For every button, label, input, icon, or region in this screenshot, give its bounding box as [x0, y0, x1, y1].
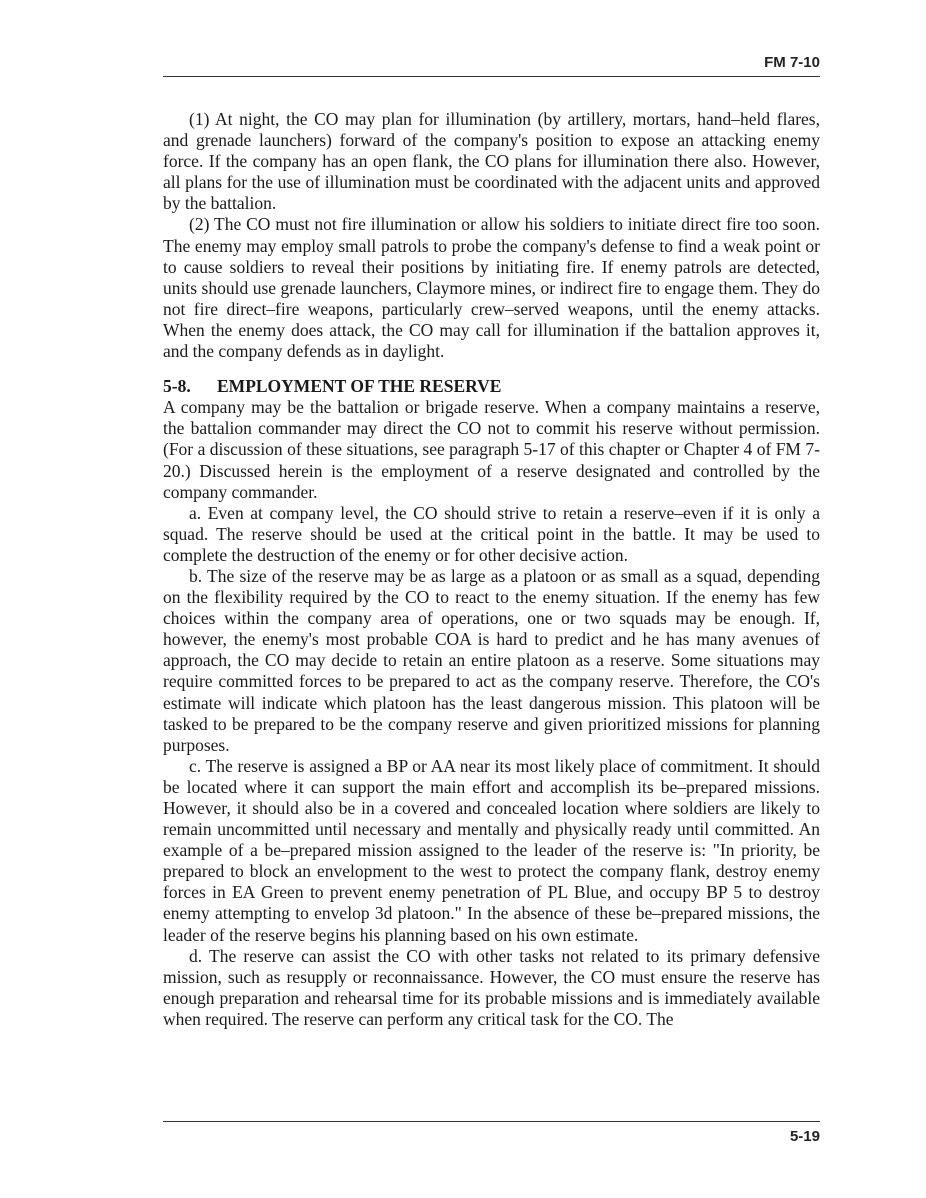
footer-rule	[163, 1121, 820, 1122]
header-rule	[163, 76, 820, 77]
section-intro: A company may be the battalion or brigade reserve. When a company maintains a reserve, the battalion commander may direct the CO not to commit his reserve without permission. (For a discussion of these situations, see paragraph 5-17 of this chapter or Chapter 4 of FM 7-20.) Discussed herein is the employment of a reserve designated and controlled by the company commander.	[163, 397, 820, 502]
paragraph-illumination-1: (1) At night, the CO may plan for illumination (by artillery, mortars, hand–held flares, and grenade launchers) forward of the company's position to expose an attacking enemy force. If the company has an open flank, the CO plans for illumination there also. However, all plans for the use of illumination must be coordinated with the adjacent units and approved by the battalion.	[163, 109, 820, 214]
page-number: 5-19	[789, 1128, 820, 1145]
section-item-c: c. The reserve is assigned a BP or AA near its most likely place of commitment. It should be located where it can support the main effort and accomplish its be–prepared missions. However, it should also be in a covered and concealed location where soldiers are likely to remain uncommitted until necessary and mentally and physically ready until committed. An example of a be–prepared mission assigned to the leader of the reserve is: "In priority, be prepared to block an envelopment to the west to protect the company flank, destroy enemy forces in EA Green to prevent enemy penetration of PL Blue, and occupy BP 5 to destroy enemy attempting to envelop 3d platoon." In the absence of these be–prepared missions, the leader of the reserve begins his planning based on his own estimate.	[163, 755, 820, 945]
body-text	[163, 109, 820, 1030]
section-title: EMPLOYMENT OF THE RESERVE	[217, 376, 502, 397]
section-item-d: d. The reserve can assist the CO with other tasks not related to its primary defensive mission, such as resupply or reconnaissance. However, the CO must ensure the reserve has enough preparation and rehearsal time for its probable missions and is immediately available when required. The reserve can perform any critical task for the CO. The	[163, 945, 820, 1029]
section-item-b: b. The size of the reserve may be as large as a platoon or as small as a squad, depending on the flexibility required by the CO to react to the enemy situation. If the enemy has few choices within the company area of operations, one or two squads may be enough. If, however, the enemy's most probable COA is hard to predict and he has many avenues of approach, the CO may decide to retain an entire platoon as a reserve. Some situations may require committed forces to be prepared to act as the company reserve. Therefore, the CO's estimate will indicate which platoon has the least dangerous mission. This platoon will be tasked to be prepared to be the company reserve and given prioritized missions for planning purposes.	[163, 565, 820, 755]
section-number: 5-8.	[163, 376, 191, 397]
section-heading	[163, 376, 820, 397]
paragraph-illumination-2: (2) The CO must not fire illumination or allow his soldiers to initiate direct fire too soon. The enemy may employ small patrols to probe the company's defense to find a weak point or to cause soldiers to reveal their positions by initiating fire. If enemy patrols are detected, units should use grenade launchers, Claymore mines, or indirect fire to engage them. They do not fire direct–fire weapons, particularly crew–served weapons, until the enemy attacks. When the enemy does attack, the CO may call for illumination if the battalion approves it, and the company defends as in daylight.	[163, 214, 820, 362]
section-item-a: a. Even at company level, the CO should strive to retain a reserve–even if it is only a squad. The reserve should be used at the critical point in the battle. It may be used to complete the destruction of the enemy or for other decisive action.	[163, 502, 820, 565]
document-header-label: FM 7-10	[764, 54, 820, 71]
